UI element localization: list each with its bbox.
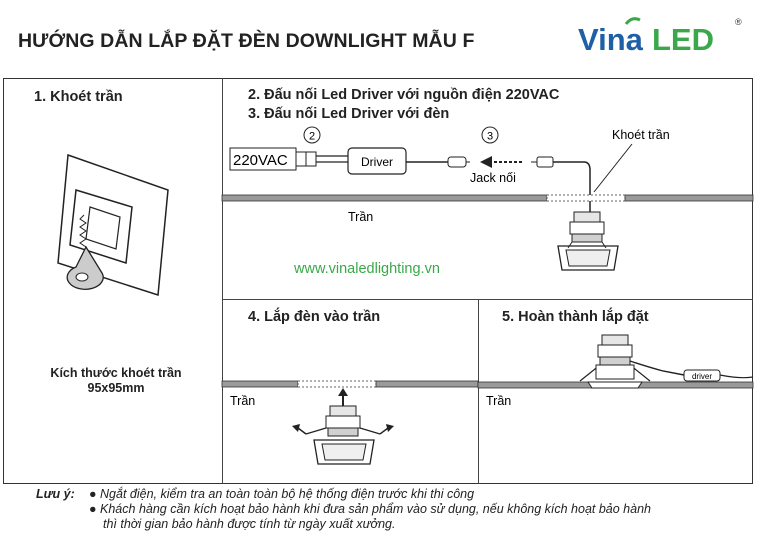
cutout-size-label: Kích thước khoét trần bbox=[50, 366, 182, 380]
ceiling-left bbox=[222, 195, 547, 201]
ceiling-cutout-illustration bbox=[40, 145, 210, 305]
jack-label: Jack nối bbox=[470, 171, 516, 185]
step-marker-2-label: 2 bbox=[308, 130, 316, 143]
cutout-pointer bbox=[594, 144, 632, 192]
ceiling-label-4: Trần bbox=[230, 394, 256, 408]
step2-title: 2. Đấu nối Led Driver với nguồn điện 220VAC bbox=[248, 87, 560, 103]
step4-title: 4. Lắp đèn vào trần bbox=[248, 309, 381, 325]
jack-female bbox=[448, 157, 466, 167]
brand-logo bbox=[576, 14, 746, 62]
brand-logo-part2: LED bbox=[652, 22, 714, 57]
cutout-label: Khoét trần bbox=[612, 128, 670, 142]
installed-cable bbox=[630, 361, 684, 375]
ceiling-left-4 bbox=[222, 381, 298, 387]
cutout-size-value: 95x95mm bbox=[87, 381, 145, 395]
voltage-label: 220VAC bbox=[233, 152, 288, 169]
note-item-1: ● Ngắt điện, kiểm tra an toàn toàn bộ hệ thống điện trước khi thi công bbox=[89, 487, 475, 501]
driver-label: Driver bbox=[361, 155, 393, 169]
spring-arrow-right-line bbox=[380, 428, 388, 434]
website-link[interactable]: www.vinaledlighting.vn bbox=[294, 261, 440, 277]
installed-driver-label: driver bbox=[691, 372, 713, 381]
ceiling-label: Trần bbox=[348, 210, 374, 224]
brand-registered-mark: ® bbox=[735, 17, 742, 27]
step5-title: 5. Hoàn thành lắp đặt bbox=[502, 309, 649, 325]
installed-trim bbox=[588, 382, 642, 388]
jack-male bbox=[537, 157, 553, 167]
step3-title: 3. Đấu nối Led Driver với đèn bbox=[248, 106, 450, 122]
install-diagram bbox=[222, 370, 478, 484]
downlight-fixture-4 bbox=[306, 406, 380, 464]
notes-label: Lưu ý: bbox=[36, 487, 75, 501]
note-item-2: ● Khách hàng cần kích hoạt bảo hành khi đưa sản phẩm vào sử dụng, nếu không kích hoạt bảo hành bbox=[89, 502, 651, 516]
arrow-head bbox=[480, 156, 492, 168]
brand-logo-part1: Vina bbox=[578, 22, 643, 57]
note-item-2-continued: thì thời gian bảo hành được tính từ ngày xuất xưởng. bbox=[103, 517, 396, 531]
ceiling-gap-4 bbox=[298, 381, 376, 387]
installed-driver-cable bbox=[720, 375, 753, 378]
step-marker-3-label: 3 bbox=[486, 130, 494, 143]
step1-title: 1. Khoét trần bbox=[34, 89, 123, 105]
ceiling-gap bbox=[547, 195, 625, 201]
saw-handle-hole bbox=[76, 273, 88, 281]
page-title: HƯỚNG DẪN LẮP ĐẶT ĐÈN DOWNLIGHT MẪU F bbox=[18, 30, 475, 52]
ceiling-right-4 bbox=[376, 381, 478, 387]
spring-arrow-left-line bbox=[298, 428, 306, 434]
downlight-installed bbox=[580, 335, 650, 381]
downlight-fixture bbox=[558, 212, 618, 270]
complete-diagram bbox=[478, 325, 753, 484]
ceiling-right bbox=[625, 195, 753, 201]
up-arrow-head bbox=[338, 388, 348, 396]
lamp-cable bbox=[553, 162, 590, 216]
ceiling-label-5: Trần bbox=[486, 394, 512, 408]
